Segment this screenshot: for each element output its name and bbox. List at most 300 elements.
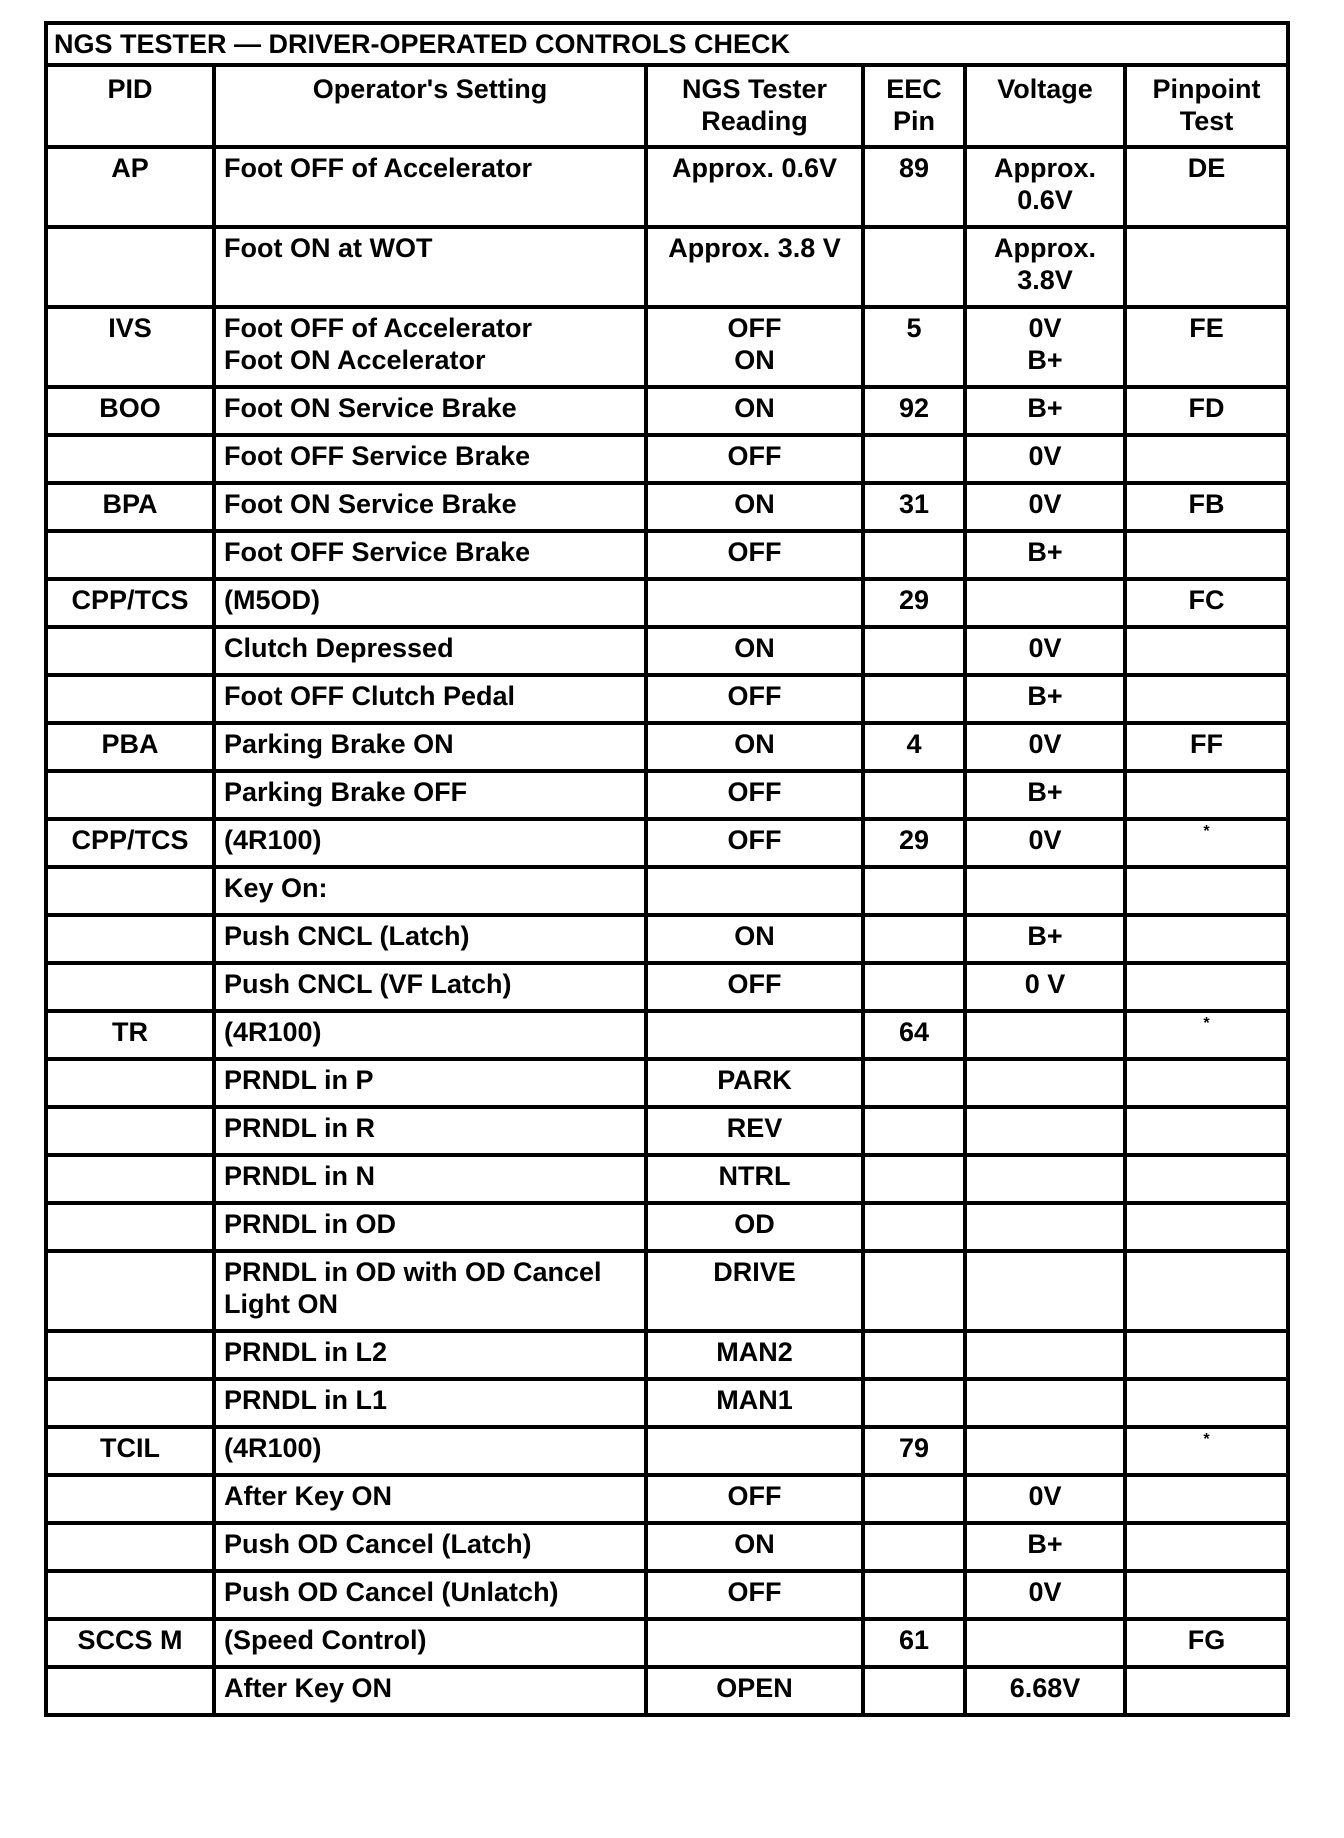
pinpoint-test-cell: [1125, 1203, 1288, 1251]
asterisk-note-marker: *: [1203, 823, 1210, 840]
pinpoint-test-cell: [1125, 1475, 1288, 1523]
pinpoint-test-cell: [1125, 147, 1288, 227]
header-eec-pin-line1: EEC: [886, 74, 942, 104]
table-row: [46, 1523, 1288, 1571]
pid-cell: [46, 915, 214, 963]
voltage-line: B+: [1027, 777, 1063, 807]
operator-setting-cell: [214, 483, 646, 531]
ngs-reading-line: ON: [734, 633, 775, 663]
voltage-cell: [965, 963, 1125, 1011]
operator-setting-line: Parking Brake OFF: [224, 777, 468, 807]
voltage-cell: [965, 1107, 1125, 1155]
table-row: [46, 675, 1288, 723]
operator-setting-line: PRNDL in N: [224, 1161, 376, 1191]
operator-setting-line: Clutch Depressed: [224, 633, 454, 663]
eec-pin-cell: [863, 675, 965, 723]
operator-setting-cell: [214, 1155, 646, 1203]
eec-pin-cell: 89: [863, 147, 965, 227]
operator-setting-cell: [214, 1107, 646, 1155]
eec-pin-cell: 92: [863, 387, 965, 435]
voltage-cell: [965, 531, 1125, 579]
pinpoint-test-cell: [1125, 963, 1288, 1011]
eec-pin-cell: [863, 227, 965, 307]
pid-cell: [46, 1523, 214, 1571]
eec-pin-cell: 5: [863, 307, 965, 387]
eec-pin-cell: [863, 1251, 965, 1331]
pinpoint-test-value: FE: [1189, 313, 1224, 343]
pinpoint-test-cell: [1125, 1523, 1288, 1571]
ngs-reading-line: OFF: [727, 537, 782, 567]
pid-cell: [46, 1331, 214, 1379]
ngs-reading-cell: [646, 1203, 863, 1251]
table-row: [46, 723, 1288, 771]
voltage-line: 6.68V: [1009, 1673, 1081, 1703]
pinpoint-test-cell: [1125, 1155, 1288, 1203]
pid-cell: [46, 1155, 214, 1203]
ngs-reading-line: ON: [734, 345, 775, 375]
pinpoint-test-value: DE: [1187, 153, 1226, 183]
operator-setting-line: Push OD Cancel (Unlatch): [224, 1577, 559, 1607]
eec-pin-cell: [863, 915, 965, 963]
ngs-reading-line: ON: [734, 921, 775, 951]
pinpoint-test-cell: [1125, 627, 1288, 675]
operator-setting-cell: [214, 1011, 646, 1059]
ngs-reading-cell: [646, 227, 863, 307]
voltage-cell: [965, 723, 1125, 771]
eec-pin-cell: [863, 1571, 965, 1619]
voltage-line: 0V: [1028, 489, 1062, 519]
table-row: [46, 1203, 1288, 1251]
operator-setting-cell: [214, 1523, 646, 1571]
ngs-reading-line: Approx. 3.8 V: [668, 233, 841, 263]
table-row: [46, 483, 1288, 531]
ngs-reading-cell: [646, 1379, 863, 1427]
pinpoint-test-cell: [1125, 435, 1288, 483]
operator-setting-line: Foot OFF Service Brake: [224, 537, 531, 567]
operator-setting-cell: [214, 723, 646, 771]
table-title: NGS TESTER — DRIVER-OPERATED CONTROLS CHECK: [46, 23, 1288, 65]
pid-cell: AP: [46, 147, 214, 227]
ngs-reading-cell: [646, 1667, 863, 1715]
ngs-reading-line: MAN2: [716, 1337, 793, 1367]
pid-cell: [46, 435, 214, 483]
pid-cell: [46, 627, 214, 675]
pinpoint-test-cell: [1125, 1619, 1288, 1667]
ngs-reading-cell: [646, 771, 863, 819]
eec-pin-cell: [863, 1203, 965, 1251]
voltage-cell: [965, 1667, 1125, 1715]
operator-setting-line: Foot ON Accelerator: [224, 345, 486, 375]
table-row: [46, 1107, 1288, 1155]
header-ngs-reading: [646, 65, 863, 147]
operator-setting-line: Key On:: [224, 873, 328, 903]
ngs-reading-line: MAN1: [716, 1385, 793, 1415]
ngs-reading-line: ON: [734, 393, 775, 423]
voltage-cell: [965, 1523, 1125, 1571]
operator-setting-cell: [214, 963, 646, 1011]
header-eec-pin: [863, 65, 965, 147]
operator-setting-line: (4R100): [224, 1017, 322, 1047]
voltage-cell: [965, 1331, 1125, 1379]
pinpoint-test-cell: [1125, 1571, 1288, 1619]
voltage-cell: [965, 227, 1125, 307]
table-row: [46, 227, 1288, 307]
ngs-reading-line: Approx. 0.6V: [671, 153, 838, 183]
pinpoint-test-cell: [1125, 307, 1288, 387]
pinpoint-test-cell: [1125, 1379, 1288, 1427]
operator-setting-line: PRNDL in P: [224, 1065, 374, 1095]
ngs-reading-line: OFF: [727, 969, 782, 999]
eec-pin-cell: 4: [863, 723, 965, 771]
operator-setting-line: Push CNCL (VF Latch): [224, 969, 512, 999]
operator-setting-line: After Key ON: [224, 1673, 393, 1703]
operator-setting-cell: [214, 1619, 646, 1667]
ngs-reading-cell: [646, 1571, 863, 1619]
ngs-reading-cell: [646, 531, 863, 579]
operator-setting-cell: [214, 387, 646, 435]
pinpoint-test-cell: [1125, 1427, 1288, 1475]
pid-cell: [46, 1107, 214, 1155]
voltage-cell: [965, 1251, 1125, 1331]
pinpoint-test-cell: [1125, 1331, 1288, 1379]
table-row: [46, 963, 1288, 1011]
voltage-cell: [965, 1475, 1125, 1523]
ngs-reading-line: PARK: [717, 1065, 792, 1095]
voltage-cell: [965, 1155, 1125, 1203]
pinpoint-test-cell: [1125, 1251, 1288, 1331]
voltage-cell: [965, 1379, 1125, 1427]
voltage-line: 0V: [1028, 729, 1062, 759]
operator-setting-cell: [214, 1251, 646, 1331]
ngs-reading-cell: [646, 1011, 863, 1059]
ngs-reading-cell: [646, 1251, 863, 1331]
header-ngs-reading-line1: NGS Tester: [681, 74, 828, 104]
ngs-reading-line: OFF: [727, 825, 782, 855]
voltage-line: 0 V: [1024, 969, 1066, 999]
ngs-reading-cell: [646, 1619, 863, 1667]
voltage-cell: [965, 579, 1125, 627]
voltage-cell: [965, 915, 1125, 963]
voltage-line: B+: [1027, 345, 1063, 375]
pid-cell: [46, 227, 214, 307]
table-row: [46, 579, 1288, 627]
pinpoint-test-cell: [1125, 1667, 1288, 1715]
table-row: [46, 1155, 1288, 1203]
operator-setting-cell: [214, 435, 646, 483]
voltage-cell: [965, 387, 1125, 435]
ngs-reading-line: ON: [734, 489, 775, 519]
table-row: [46, 1331, 1288, 1379]
pinpoint-test-cell: [1125, 483, 1288, 531]
pid-cell: [46, 531, 214, 579]
operator-setting-cell: [214, 675, 646, 723]
ngs-reading-cell: [646, 1427, 863, 1475]
pid-cell: SCCS M: [46, 1619, 214, 1667]
voltage-line: B+: [1027, 537, 1063, 567]
ngs-reading-line: OFF: [727, 441, 782, 471]
operator-setting-line: After Key ON: [224, 1481, 393, 1511]
operator-setting-cell: [214, 1331, 646, 1379]
operator-setting-line: Foot OFF Service Brake: [224, 441, 531, 471]
operator-setting-line: (M5OD): [224, 585, 320, 615]
ngs-reading-cell: [646, 723, 863, 771]
eec-pin-cell: 29: [863, 819, 965, 867]
voltage-line: 0V: [1028, 313, 1062, 343]
operator-setting-cell: [214, 915, 646, 963]
table-row: [46, 435, 1288, 483]
header-pinpoint-test: [1125, 65, 1288, 147]
ngs-reading-line: ON: [734, 729, 775, 759]
pinpoint-test-cell: [1125, 579, 1288, 627]
table-body: [46, 147, 1288, 1715]
voltage-cell: [965, 675, 1125, 723]
voltage-cell: [965, 1427, 1125, 1475]
ngs-reading-cell: [646, 1523, 863, 1571]
ngs-reading-line: OFF: [727, 1577, 782, 1607]
voltage-cell: [965, 483, 1125, 531]
ngs-reading-line: ON: [734, 1529, 775, 1559]
asterisk-note-marker: *: [1203, 1431, 1210, 1448]
ngs-reading-cell: [646, 1059, 863, 1107]
eec-pin-cell: 61: [863, 1619, 965, 1667]
ngs-reading-cell: [646, 819, 863, 867]
voltage-line: 0V: [1028, 1577, 1062, 1607]
ngs-reading-cell: [646, 147, 863, 227]
table-row: [46, 1571, 1288, 1619]
eec-pin-cell: [863, 1155, 965, 1203]
voltage-cell: [965, 1619, 1125, 1667]
operator-setting-cell: [214, 1427, 646, 1475]
pinpoint-test-cell: [1125, 915, 1288, 963]
ngs-reading-cell: [646, 1475, 863, 1523]
eec-pin-cell: 64: [863, 1011, 965, 1059]
table-row: [46, 1059, 1288, 1107]
table-row: [46, 771, 1288, 819]
operator-setting-cell: [214, 1203, 646, 1251]
pid-cell: PBA: [46, 723, 214, 771]
ngs-reading-line: OFF: [727, 1481, 782, 1511]
voltage-line: 0.6V: [1017, 185, 1073, 215]
pid-cell: [46, 675, 214, 723]
voltage-line: B+: [1027, 681, 1063, 711]
pid-cell: TR: [46, 1011, 214, 1059]
header-ngs-reading-line2: Reading: [701, 106, 808, 136]
voltage-cell: [965, 1571, 1125, 1619]
pid-cell: CPP/TCS: [46, 819, 214, 867]
voltage-cell: [965, 147, 1125, 227]
table-row: [46, 627, 1288, 675]
eec-pin-cell: [863, 1523, 965, 1571]
header-voltage: Voltage: [965, 65, 1125, 147]
operator-setting-cell: [214, 147, 646, 227]
operator-setting-line: PRNDL in OD: [224, 1209, 397, 1239]
pinpoint-test-value: FG: [1187, 1625, 1226, 1655]
eec-pin-cell: 29: [863, 579, 965, 627]
voltage-line: B+: [1027, 393, 1063, 423]
pinpoint-test-value: FF: [1190, 729, 1224, 759]
operator-setting-cell: [214, 867, 646, 915]
ngs-reading-cell: [646, 867, 863, 915]
pinpoint-test-cell: [1125, 867, 1288, 915]
eec-pin-cell: [863, 1667, 965, 1715]
header-pinpoint-test-line1: Pinpoint: [1152, 74, 1261, 104]
eec-pin-cell: [863, 1331, 965, 1379]
ngs-reading-cell: [646, 307, 863, 387]
operator-setting-cell: [214, 771, 646, 819]
pid-cell: CPP/TCS: [46, 579, 214, 627]
operator-setting-line: Foot OFF of Accelerator: [224, 313, 533, 343]
header-eec-pin-line2: Pin: [892, 106, 935, 136]
pinpoint-test-cell: [1125, 387, 1288, 435]
operator-setting-cell: [214, 1379, 646, 1427]
voltage-line: Approx.: [993, 153, 1096, 183]
ngs-reading-line: OFF: [727, 777, 782, 807]
eec-pin-cell: 31: [863, 483, 965, 531]
table-row: [46, 307, 1288, 387]
pid-cell: [46, 1475, 214, 1523]
pid-cell: [46, 1667, 214, 1715]
operator-setting-cell: [214, 1571, 646, 1619]
table-row: [46, 1619, 1288, 1667]
ngs-reading-line: OFF: [727, 681, 782, 711]
operator-setting-line: (Speed Control): [224, 1625, 427, 1655]
controls-check-table: [44, 21, 1290, 1717]
header-operator-setting: Operator's Setting: [214, 65, 646, 147]
operator-setting-line: PRNDL in L2: [224, 1337, 388, 1367]
ngs-reading-cell: [646, 579, 863, 627]
operator-setting-line: Parking Brake ON: [224, 729, 454, 759]
ngs-reading-cell: [646, 435, 863, 483]
ngs-reading-cell: [646, 915, 863, 963]
pid-cell: [46, 1059, 214, 1107]
operator-setting-cell: [214, 307, 646, 387]
table-row: [46, 819, 1288, 867]
operator-setting-cell: [214, 1667, 646, 1715]
pid-cell: [46, 1203, 214, 1251]
operator-setting-line: Foot ON at WOT: [224, 233, 433, 263]
pinpoint-test-cell: [1125, 227, 1288, 307]
ngs-reading-cell: [646, 627, 863, 675]
ngs-reading-line: REV: [726, 1113, 783, 1143]
eec-pin-cell: [863, 867, 965, 915]
table-row: [46, 147, 1288, 227]
pinpoint-test-cell: [1125, 1059, 1288, 1107]
pid-cell: [46, 867, 214, 915]
ngs-reading-line: OFF: [727, 313, 782, 343]
eec-pin-cell: [863, 1059, 965, 1107]
voltage-cell: [965, 627, 1125, 675]
table-row: [46, 867, 1288, 915]
header-pinpoint-test-line2: Test: [1179, 106, 1234, 136]
voltage-line: B+: [1027, 921, 1063, 951]
ngs-reading-line: DRIVE: [713, 1257, 796, 1287]
header-pid: PID: [46, 65, 214, 147]
eec-pin-cell: [863, 531, 965, 579]
operator-setting-line: Push OD Cancel (Latch): [224, 1529, 532, 1559]
ngs-reading-line: NTRL: [718, 1161, 791, 1191]
pinpoint-test-cell: [1125, 1107, 1288, 1155]
pid-cell: BPA: [46, 483, 214, 531]
operator-setting-line: PRNDL in OD with OD Cancel: [224, 1257, 602, 1287]
pid-cell: [46, 1571, 214, 1619]
pinpoint-test-value: FD: [1188, 393, 1225, 423]
voltage-cell: [965, 435, 1125, 483]
asterisk-note-marker: *: [1203, 1015, 1210, 1032]
operator-setting-cell: [214, 227, 646, 307]
eec-pin-cell: 79: [863, 1427, 965, 1475]
pid-cell: BOO: [46, 387, 214, 435]
pinpoint-test-cell: [1125, 723, 1288, 771]
eec-pin-cell: [863, 435, 965, 483]
pid-cell: [46, 1379, 214, 1427]
voltage-cell: [965, 1203, 1125, 1251]
ngs-reading-cell: [646, 1331, 863, 1379]
ngs-reading-cell: [646, 1155, 863, 1203]
operator-setting-line: PRNDL in R: [224, 1113, 376, 1143]
pinpoint-test-cell: [1125, 1011, 1288, 1059]
operator-setting-line: PRNDL in L1: [224, 1385, 388, 1415]
operator-setting-cell: [214, 531, 646, 579]
voltage-line: 3.8V: [1017, 265, 1073, 295]
voltage-line: 0V: [1028, 825, 1062, 855]
table-row: [46, 915, 1288, 963]
operator-setting-cell: [214, 819, 646, 867]
voltage-cell: [965, 819, 1125, 867]
voltage-cell: [965, 771, 1125, 819]
ngs-reading-cell: [646, 387, 863, 435]
ngs-reading-cell: [646, 675, 863, 723]
operator-setting-line: Foot ON Service Brake: [224, 393, 517, 423]
voltage-line: 0V: [1028, 441, 1062, 471]
table-row: [46, 1251, 1288, 1331]
pinpoint-test-cell: [1125, 531, 1288, 579]
table-row: [46, 1667, 1288, 1715]
ngs-reading-cell: [646, 1107, 863, 1155]
operator-setting-cell: [214, 1475, 646, 1523]
voltage-line: Approx.: [993, 233, 1096, 263]
voltage-cell: [965, 1011, 1125, 1059]
pid-cell: IVS: [46, 307, 214, 387]
voltage-cell: [965, 307, 1125, 387]
voltage-cell: [965, 1059, 1125, 1107]
table-row: [46, 1475, 1288, 1523]
pid-cell: [46, 771, 214, 819]
voltage-line: B+: [1027, 1529, 1063, 1559]
pid-cell: [46, 963, 214, 1011]
ngs-reading-cell: [646, 963, 863, 1011]
pinpoint-test-cell: [1125, 771, 1288, 819]
ngs-reading-line: OPEN: [716, 1673, 793, 1703]
pinpoint-test-value: FC: [1188, 585, 1225, 615]
operator-setting-line: Light ON: [224, 1289, 338, 1319]
pinpoint-test-cell: [1125, 675, 1288, 723]
voltage-cell: [965, 867, 1125, 915]
operator-setting-line: Push CNCL (Latch): [224, 921, 470, 951]
operator-setting-cell: [214, 1059, 646, 1107]
eec-pin-cell: [863, 771, 965, 819]
eec-pin-cell: [863, 1379, 965, 1427]
pinpoint-test-cell: [1125, 819, 1288, 867]
pinpoint-test-value: FB: [1188, 489, 1225, 519]
eec-pin-cell: [863, 1475, 965, 1523]
table-row: [46, 1427, 1288, 1475]
operator-setting-line: Foot OFF Clutch Pedal: [224, 681, 515, 711]
eec-pin-cell: [863, 963, 965, 1011]
voltage-line: 0V: [1028, 633, 1062, 663]
operator-setting-line: (4R100): [224, 825, 322, 855]
table-row: [46, 1011, 1288, 1059]
operator-setting-line: Foot ON Service Brake: [224, 489, 517, 519]
